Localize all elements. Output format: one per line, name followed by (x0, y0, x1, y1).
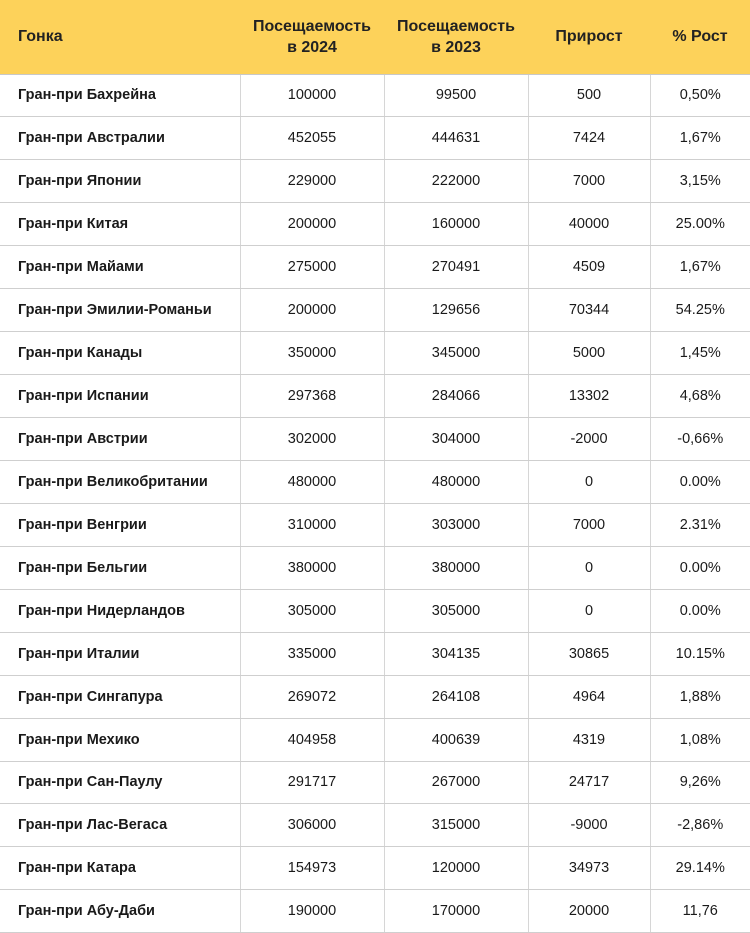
growth-cell: 500 (528, 74, 650, 117)
growth-cell: 4509 (528, 246, 650, 289)
growth-cell: -9000 (528, 804, 650, 847)
table-row (0, 804, 750, 847)
growth-pct-cell: 1,67% (650, 117, 750, 160)
growth-pct-cell: 9,26% (650, 761, 750, 804)
attendance-2024-cell: 305000 (240, 589, 384, 632)
attendance-2024-cell: 452055 (240, 117, 384, 160)
race-cell: Гран-при Японии (0, 160, 240, 203)
attendance-2024-cell: 310000 (240, 503, 384, 546)
growth-pct-cell: 25.00% (650, 203, 750, 246)
attendance-2024-cell: 154973 (240, 847, 384, 890)
growth-pct-cell: 3,15% (650, 160, 750, 203)
table-row (0, 675, 750, 718)
growth-pct-cell: 0.00% (650, 589, 750, 632)
attendance-2023-cell: 305000 (384, 589, 528, 632)
attendance-2024-cell: 404958 (240, 718, 384, 761)
race-cell: Гран-при Эмилии-Романьи (0, 289, 240, 332)
race-cell: Гран-при Италии (0, 632, 240, 675)
attendance-2024-cell: 335000 (240, 632, 384, 675)
attendance-2024-cell: 480000 (240, 460, 384, 503)
race-cell: Гран-при Сингапура (0, 675, 240, 718)
growth-cell: 0 (528, 546, 650, 589)
race-cell: Гран-при Сан-Паулу (0, 761, 240, 804)
attendance-2023-cell: 284066 (384, 375, 528, 418)
growth-cell: 4964 (528, 675, 650, 718)
growth-pct-cell: 0.00% (650, 460, 750, 503)
attendance-2023-cell: 444631 (384, 117, 528, 160)
growth-cell: 7000 (528, 160, 650, 203)
header-attendance-2023 (384, 0, 528, 74)
attendance-2024-cell: 229000 (240, 160, 384, 203)
attendance-2024-cell: 100000 (240, 74, 384, 117)
attendance-2023-cell: 222000 (384, 160, 528, 203)
growth-cell: 0 (528, 589, 650, 632)
table-row (0, 503, 750, 546)
growth-cell: 7000 (528, 503, 650, 546)
table-row (0, 375, 750, 418)
header-attendance-2024 (240, 0, 384, 74)
growth-cell: 70344 (528, 289, 650, 332)
growth-cell: 7424 (528, 117, 650, 160)
table-row (0, 460, 750, 503)
attendance-2023-cell: 304135 (384, 632, 528, 675)
race-cell: Гран-при Катара (0, 847, 240, 890)
growth-pct-cell: 2.31% (650, 503, 750, 546)
race-cell: Гран-при Абу-Даби (0, 890, 240, 933)
race-cell: Гран-при Китая (0, 203, 240, 246)
growth-cell: 34973 (528, 847, 650, 890)
table-row (0, 718, 750, 761)
growth-pct-cell: 10.15% (650, 632, 750, 675)
growth-pct-cell: 1,45% (650, 332, 750, 375)
attendance-2023-cell: 380000 (384, 546, 528, 589)
growth-cell: 13302 (528, 375, 650, 418)
attendance-2024-cell: 269072 (240, 675, 384, 718)
table-row (0, 117, 750, 160)
table-row (0, 246, 750, 289)
table-row (0, 589, 750, 632)
growth-cell: 30865 (528, 632, 650, 675)
attendance-2023-cell: 304000 (384, 418, 528, 461)
race-cell: Гран-при Бельгии (0, 546, 240, 589)
race-cell: Гран-при Великобритании (0, 460, 240, 503)
table-row (0, 761, 750, 804)
attendance-2024-cell: 297368 (240, 375, 384, 418)
attendance-2024-cell: 302000 (240, 418, 384, 461)
attendance-2023-cell: 315000 (384, 804, 528, 847)
attendance-2023-cell: 267000 (384, 761, 528, 804)
growth-cell: 0 (528, 460, 650, 503)
header-attendance-2023-line2: в 2023 (431, 38, 481, 56)
attendance-2023-cell: 400639 (384, 718, 528, 761)
growth-cell: 5000 (528, 332, 650, 375)
growth-pct-cell: -0,66% (650, 418, 750, 461)
table-row (0, 632, 750, 675)
race-cell: Гран-при Испании (0, 375, 240, 418)
header-growth-pct: % Рост (650, 0, 750, 74)
attendance-2023-cell: 345000 (384, 332, 528, 375)
attendance-2024-cell: 200000 (240, 203, 384, 246)
growth-pct-cell: 0.00% (650, 546, 750, 589)
table-row (0, 332, 750, 375)
growth-pct-cell: 0,50% (650, 74, 750, 117)
race-cell: Гран-при Австрии (0, 418, 240, 461)
header-attendance-2024-line1: Посещаемость (253, 17, 371, 35)
header-row (0, 0, 750, 74)
header-race: Гонка (0, 0, 240, 74)
growth-cell: 40000 (528, 203, 650, 246)
table-row (0, 546, 750, 589)
growth-pct-cell: 4,68% (650, 375, 750, 418)
race-cell: Гран-при Майами (0, 246, 240, 289)
attendance-2024-cell: 291717 (240, 761, 384, 804)
growth-pct-cell: 11,76 (650, 890, 750, 933)
growth-cell: -2000 (528, 418, 650, 461)
race-cell: Гран-при Мехико (0, 718, 240, 761)
growth-cell: 20000 (528, 890, 650, 933)
attendance-2024-cell: 200000 (240, 289, 384, 332)
table-body (0, 74, 750, 933)
table-row (0, 289, 750, 332)
race-cell: Гран-при Нидерландов (0, 589, 240, 632)
growth-pct-cell: -2,86% (650, 804, 750, 847)
race-cell: Гран-при Канады (0, 332, 240, 375)
growth-cell: 4319 (528, 718, 650, 761)
attendance-2023-cell: 170000 (384, 890, 528, 933)
attendance-2023-cell: 303000 (384, 503, 528, 546)
table-row (0, 847, 750, 890)
table-row (0, 418, 750, 461)
growth-cell: 24717 (528, 761, 650, 804)
race-cell: Гран-при Венгрии (0, 503, 240, 546)
growth-pct-cell: 29.14% (650, 847, 750, 890)
growth-pct-cell: 1,08% (650, 718, 750, 761)
growth-pct-cell: 54.25% (650, 289, 750, 332)
table-row (0, 203, 750, 246)
header-attendance-2023-line1: Посещаемость (397, 17, 515, 35)
growth-pct-cell: 1,88% (650, 675, 750, 718)
table-row (0, 74, 750, 117)
race-cell: Гран-при Бахрейна (0, 74, 240, 117)
header-attendance-2024-line2: в 2024 (287, 38, 337, 56)
attendance-2023-cell: 129656 (384, 289, 528, 332)
table-row (0, 890, 750, 933)
attendance-2023-cell: 120000 (384, 847, 528, 890)
attendance-2023-cell: 99500 (384, 74, 528, 117)
race-cell: Гран-при Лас-Вегаса (0, 804, 240, 847)
attendance-2023-cell: 160000 (384, 203, 528, 246)
race-cell: Гран-при Австралии (0, 117, 240, 160)
attendance-2023-cell: 480000 (384, 460, 528, 503)
attendance-2023-cell: 270491 (384, 246, 528, 289)
attendance-2024-cell: 275000 (240, 246, 384, 289)
attendance-2024-cell: 350000 (240, 332, 384, 375)
header-growth: Прирост (528, 0, 650, 74)
growth-pct-cell: 1,67% (650, 246, 750, 289)
attendance-2024-cell: 380000 (240, 546, 384, 589)
attendance-2023-cell: 264108 (384, 675, 528, 718)
table-row (0, 160, 750, 203)
attendance-2024-cell: 190000 (240, 890, 384, 933)
attendance-2024-cell: 306000 (240, 804, 384, 847)
